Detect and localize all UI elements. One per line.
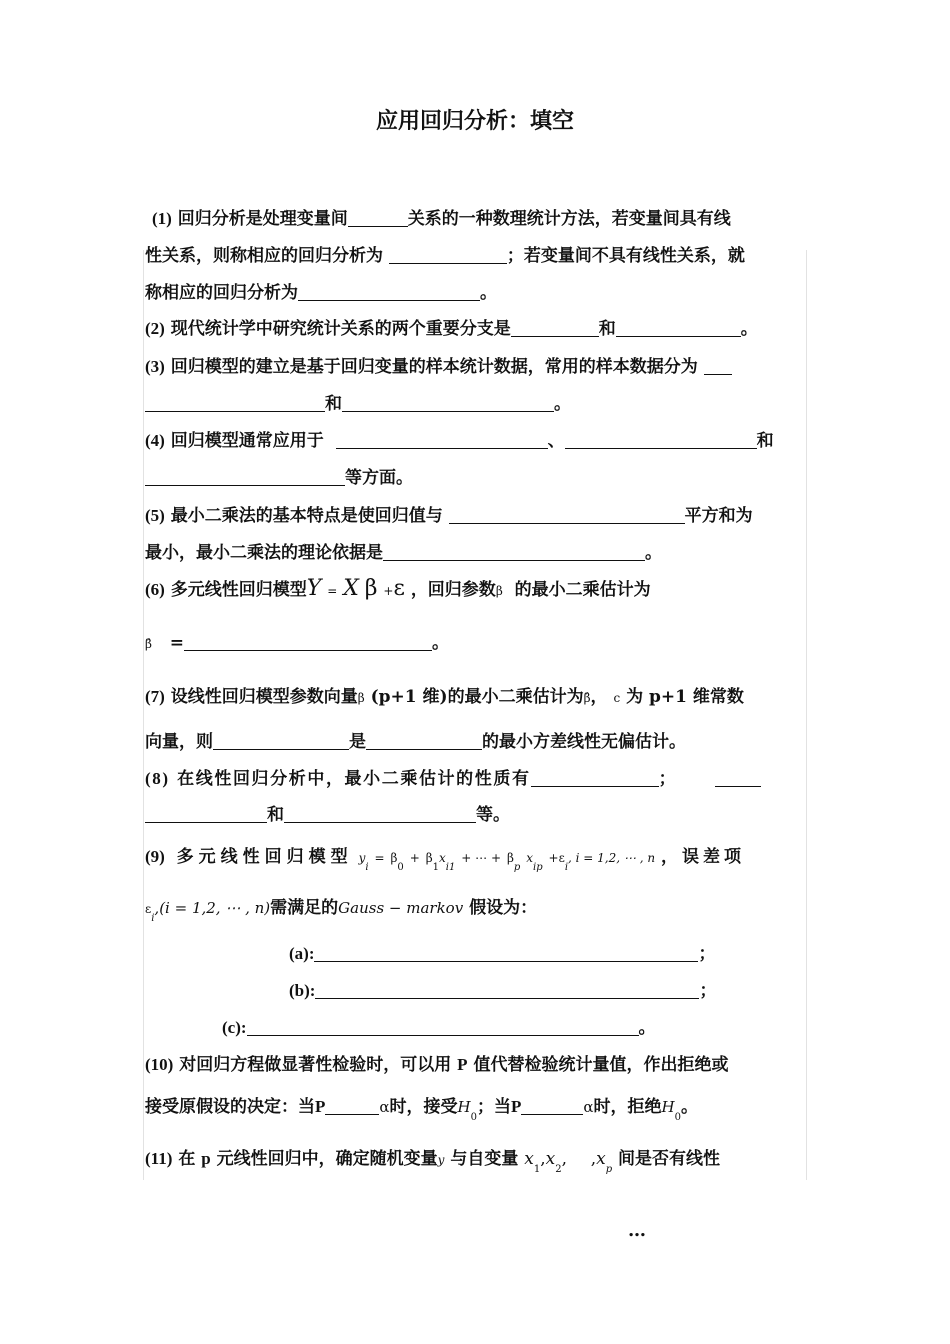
question-7-line-2: 向量，则 是 的最小方差线性无偏估计。 bbox=[145, 732, 686, 752]
question-10-line-2: 接受原假设的决定：当P α时，接受$H_0$；当P α时，拒绝$H_0$。 bbox=[145, 1097, 698, 1123]
blank[interactable] bbox=[521, 1096, 583, 1115]
blank[interactable] bbox=[284, 804, 476, 823]
question-7-line-1: (7) 设线性回归模型参数向量β (p+1 维)的最小二乘估计为β̂， c 为 p+1 维常数 bbox=[145, 687, 744, 707]
continuation-ellipsis: … bbox=[628, 1220, 648, 1241]
question-10-line-1: (10) 对回归方程做显著性检验时，可以用 P 值代替检验统计量值，作出拒绝或 bbox=[145, 1055, 729, 1075]
blank[interactable] bbox=[511, 318, 599, 337]
question-11: (11) 在 p 元线性回归中，确定随机变量y 与自变量 $x_1,x_2$, $,x_p$ 间是否有线性 bbox=[145, 1149, 721, 1175]
question-6-line-2: β̂ = 。 bbox=[145, 633, 449, 653]
question-6-line-1: (6) 多元线性回归模型Y = X β +ε ，回归参数β 的最小二乘估计为 bbox=[145, 576, 651, 601]
blank[interactable] bbox=[565, 430, 757, 449]
assumption-a: (a): ； bbox=[289, 944, 716, 964]
blank[interactable] bbox=[314, 943, 698, 962]
blank[interactable] bbox=[184, 632, 432, 651]
question-4-line-2: 等方面。 bbox=[145, 467, 805, 489]
blank[interactable] bbox=[366, 731, 482, 750]
question-1-line-1: (1) 回归分析是处理变量间 关系的一种数理统计方法，若变量间具有线 bbox=[152, 209, 731, 229]
blank[interactable] bbox=[616, 318, 741, 337]
page-title: 应用回归分析：填空 bbox=[375, 108, 574, 134]
blank[interactable] bbox=[531, 768, 659, 787]
question-1-line-2: 性关系，则称相应的回归分析为 ；若变量间不具有线性关系，就 bbox=[145, 246, 745, 266]
question-9-line-1: (9) 多元线性回归模型 $y_i = \beta_0 + \beta_1x_{i1}$ + ⋯ + $\beta_p$ $x_{ip} +\varepsilon_i$, i = 1,2, ⋯ , n ，误差项 bbox=[145, 847, 745, 873]
blank[interactable] bbox=[715, 768, 761, 787]
blank[interactable] bbox=[213, 731, 349, 750]
blank[interactable] bbox=[298, 282, 480, 301]
blank[interactable] bbox=[145, 804, 267, 823]
question-1-line-3: 称相应的回归分析为 。 bbox=[145, 283, 497, 303]
blank[interactable] bbox=[247, 1017, 639, 1036]
assumption-b: (b): ； bbox=[289, 981, 717, 1001]
blank[interactable] bbox=[383, 542, 645, 561]
blank[interactable] bbox=[325, 1096, 379, 1115]
question-2: (2) 现代统计学中研究统计关系的两个重要分支是 和 。 bbox=[145, 319, 758, 339]
blank[interactable] bbox=[389, 245, 507, 264]
assumption-c: (c): 。 bbox=[222, 1018, 656, 1038]
question-8-line-2: 和 等。 bbox=[145, 804, 805, 826]
blank[interactable] bbox=[348, 208, 408, 227]
question-3-line-1: (3) 回归模型的建立是基于回归变量的样本统计数据，常用的样本数据分为 bbox=[145, 356, 805, 378]
blank[interactable] bbox=[704, 356, 732, 375]
blank[interactable] bbox=[336, 430, 548, 449]
question-4-line-1: (4) 回归模型通常应用于 、 和 bbox=[145, 431, 774, 451]
question-8-line-1: (8) 在线性回归分析中，最小二乘估计的性质有 ； bbox=[145, 768, 805, 790]
blank[interactable] bbox=[449, 505, 685, 524]
page-frame bbox=[143, 250, 807, 1180]
blank[interactable] bbox=[342, 393, 554, 412]
question-5-line-1: (5) 最小二乘法的基本特点是使回归值与 平方和为 bbox=[145, 506, 753, 526]
question-5-line-2: 最小，最小二乘法的理论依据是 。 bbox=[145, 543, 662, 563]
question-9-line-2: $\varepsilon_i,(i = 1,2$, ⋯ , n)需满足的Gauss − markov 假设为： bbox=[145, 898, 538, 924]
question-3-line-2: 和 。 bbox=[145, 393, 805, 415]
blank[interactable] bbox=[315, 980, 699, 999]
blank[interactable] bbox=[145, 393, 325, 412]
blank[interactable] bbox=[145, 467, 345, 486]
